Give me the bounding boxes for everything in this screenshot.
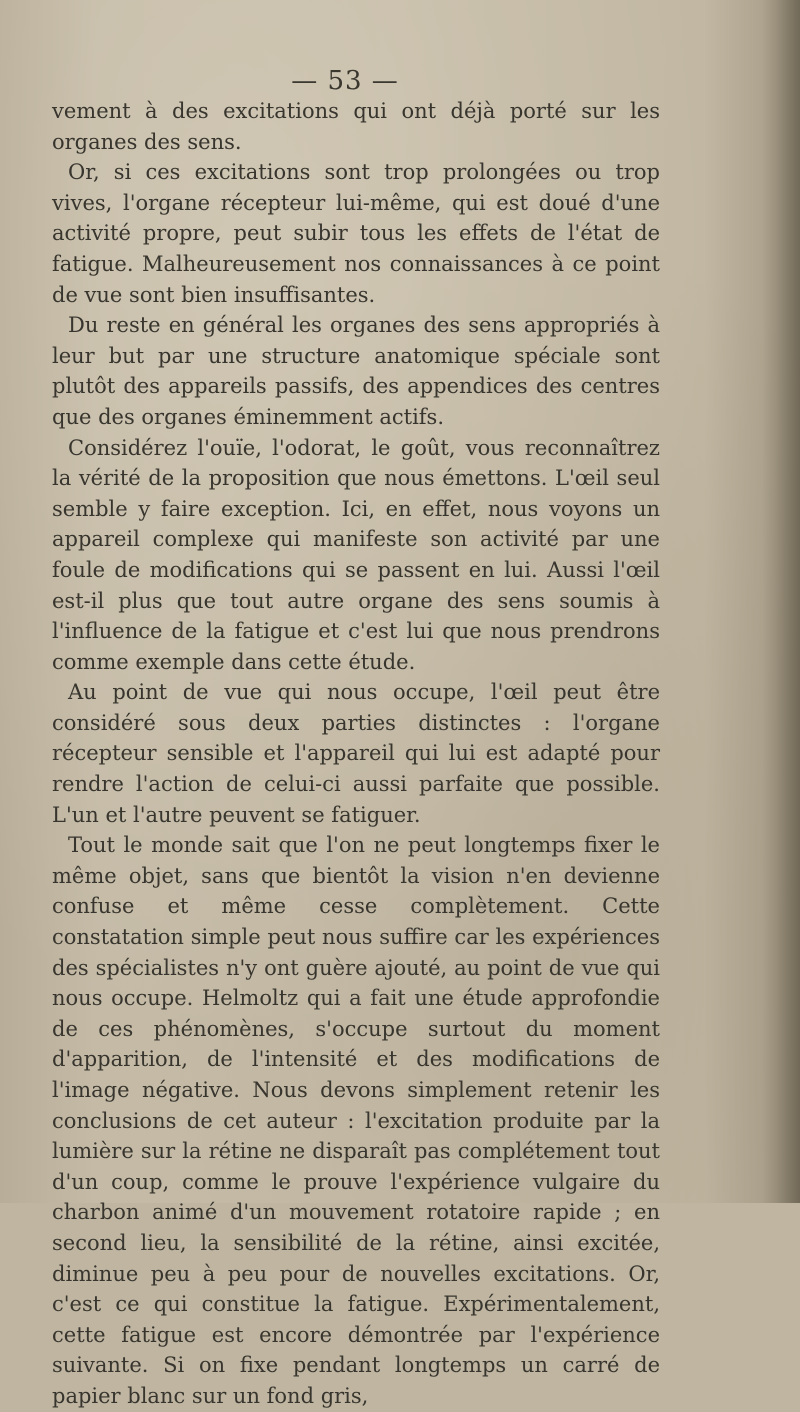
page-number: — 53 — <box>291 66 399 96</box>
body-text <box>52 96 660 1412</box>
page-edge-shadow <box>762 0 800 1203</box>
paragraph: Considérez l'ouïe, l'odorat, le goût, vous reconnaîtrez la vérité de la proposition que nous émettons. L'œil seul semble y faire exception. Ici, en effet, nous voyons un appareil complexe qui manifeste son activité par une foule de modifications qui se passent en lui. Aussi l'œil est-il plus que tout autre organe des sens soumis à l'influence de la fatigue et c'est lui que nous prendrons comme exemple dans cette étude. <box>52 435 660 674</box>
paragraph-continuation: vement à des excitations qui ont déjà porté sur les organes des sens. <box>52 99 660 154</box>
paragraph: Du reste en général les organes des sens appropriés à leur but par une structure anatomique spéciale sont plutôt des appareils passifs, des appendices des centres que des organes éminemment actifs. <box>52 313 660 429</box>
paragraph: Tout le monde sait que l'on ne peut longtemps fixer le même objet, sans que bientôt la vision n'en devienne confuse et même cesse complètement. Cette constatation simple peut nous suffire car les expériences des spécialistes n'y ont guère ajouté, au point de vue qui nous occupe. Helmoltz qui a fait une étude approfondie de ces phénomènes, s'occupe surtout du moment d'apparition, de l'intensité et des modifications de l'image négative. Nous devons simplement retenir les conclusions de cet auteur : l'excitation produite par la lumière sur la rétine ne disparaît pas complétement tout d'un coup, comme le prouve l'expérience vulgaire du charbon animé d'un mouvement rotatoire rapide ; en second lieu, la sensibilité de la rétine, ainsi excitée, diminue peu à peu pour de nouvelles excitations. Or, c'est ce qui constitue la fatigue. Expérimentalement, cette fatigue est encore démontrée par l'expérience suivante. Si on fixe pendant longtemps un carré de papier blanc sur un fond gris, <box>52 833 660 1408</box>
paragraph: Au point de vue qui nous occupe, l'œil peut être considéré sous deux parties distinctes : l'organe récepteur sensible et l'appareil qui lui est adapté pour rendre l'action de celui-ci aussi parfaite que possible. L'un et l'autre peuvent se fatiguer. <box>52 680 660 827</box>
paragraph: Or, si ces excitations sont trop prolongées ou trop vives, l'organe récepteur lui-même, qui est doué d'une activité propre, peut subir tous les effets de l'état de fatigue. Malheureusement nos connaissances à ce point de vue sont bien insuffisantes. <box>52 160 660 307</box>
